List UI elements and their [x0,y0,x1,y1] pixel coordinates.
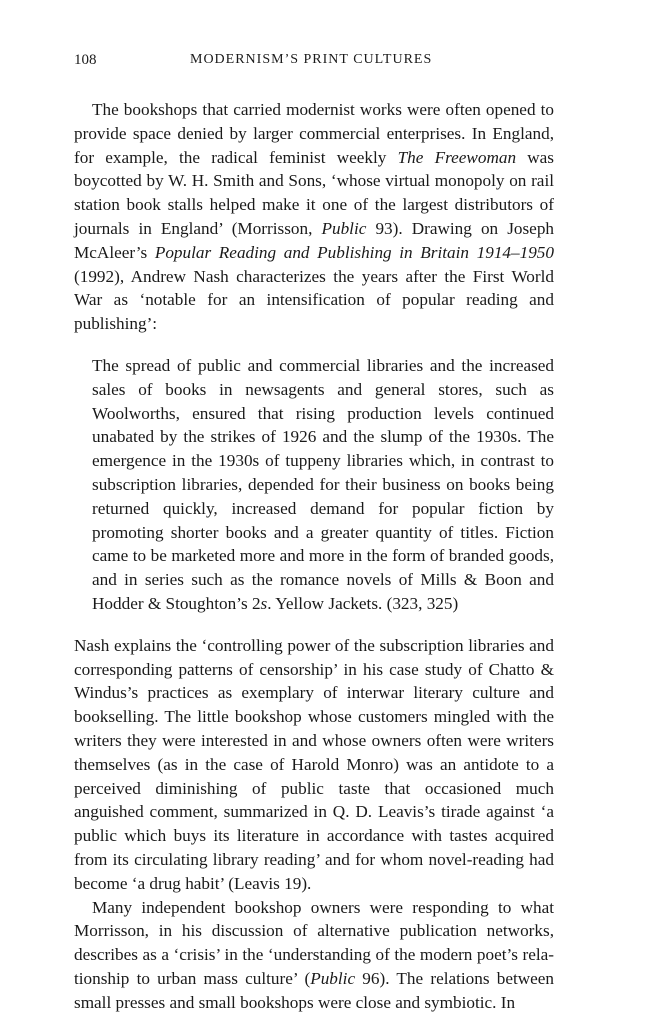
running-head [74,50,554,70]
block-quote-text-a: The spread of public and commercial libraries and the increased sales of books in newsagents and general stores, such as Woolworths, ensured that rising production levels continued unabated by the strikes of 1926 and the slump of the 1930s. The emergence in the 1930s of tuppeny libraries which, in contrast to subscription libraries, depended for their business on books being returned quickly, increased demand for popular fiction by promoting shorter books and a greater quantity of titles. Fiction came to be marketed more and more in the form of branded goods, and in series such as the romance novels of Mills & Boon and Hodder & Stoughton’s 2 [92,355,554,613]
paragraph-1-text-e: 93). Drawing on Joseph McAleer’s [74,218,555,262]
body-text [74,98,554,1014]
title-public-1: Public [321,218,367,238]
paragraph-2: Nash explains the ‘controlling power of the subscription libraries and corresponding patterns of censorship’ in his case study of Chatto & Windus’s practices as exemplary of interwar literary culture and bookselling. The little bookshop whose customers mingled with the writers they were interested in and whose owners often were writers themselves (as in the case of Harold Monro) was an antidote to a perceived diminishing of public taste that occasioned much anguished comment, summarized in Q. D. Leavis’s tirade against ‘a public which buys its literature in accordance with tastes acquired from its circulating library reading’ and for whom novel-reading had become ‘a drug habit’ (Leavis 19). [74,635,554,893]
block-quote [92,354,554,616]
running-title: MODERNISM’S PRINT CULTURES [190,52,433,67]
title-the-freewoman: The Freewoman [397,147,517,167]
paragraph-3-text-a: Many independent bookshop owners were responding to what Morrisson, in his discussion of alternative publication networks, describes as a ‘crisis’ in the ‘understanding of the modern poet’s relationship to urban mass culture’ ( [74,897,554,988]
paragraph-1-text-g: (1992), Andrew Nash characterizes the years after the First World War as ‘notable for an intensification of popular reading and publishing’: [74,266,554,334]
title-public-2: Public [310,968,356,988]
paragraph-1-text-c: was boycotted by W. H. Smith and Sons, ‘whose virtual monopoly on rail station book stalls helped make it one of the largest distributors of journals in England’ (Morrisson, [74,147,554,238]
block-quote-text-c: . Yellow Jackets. (323, 325) [267,593,459,613]
paragraph-3 [74,896,554,1015]
title-popular-reading: Popular Reading and Publishing in Britain 1914–1950 [154,242,554,262]
paragraph-1 [74,98,554,336]
block-quote-shilling: s [260,593,268,613]
page-number: 108 [74,52,97,68]
paragraph-3-text-c: 96). The relations between small presses and small bookshops were close and symbiotic. In [74,968,555,1012]
paragraph-1-text-a: The bookshops that carried modernist works were often opened to provide space denied by larger commercial enterprises. In England, for example, the radical feminist weekly [74,100,554,167]
